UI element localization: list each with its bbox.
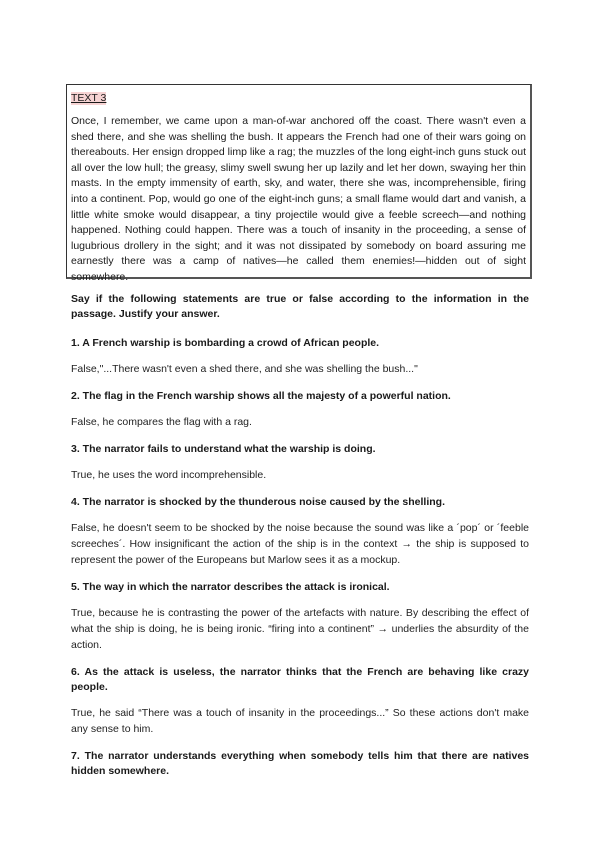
- question-statement: 2. The flag in the French warship shows all the majesty of a powerful nation.: [71, 390, 451, 402]
- question-answer: True, he uses the word incomprehensible.: [71, 469, 267, 481]
- text-passage-box: [66, 84, 532, 283]
- question-statement: 7. The narrator understands everything when somebody tells him that there are natives hidden somewhere.: [71, 750, 529, 777]
- question-statement: 5. The way in which the narrator describes the attack is ironical.: [71, 581, 390, 593]
- passage-title: TEXT 3: [71, 92, 107, 104]
- question-answer: False, he doesn't seem to be shocked by the noise because the sound was like a ´pop´ or ´feeble screeches´. How insignificant the action of the ship is in the context → the ship is supposed to represent the power of the Europeans but Marlow sees it as a mockup.: [71, 522, 529, 566]
- question-answer: True, because he is contrasting the power of the artefacts with nature. By describing the effect of what the ship is doing, he is being ironic. “firing into a continent” → underlies the absurdity of the action.: [71, 607, 529, 651]
- exercise-section: [71, 292, 529, 789]
- question-answer: False, he compares the flag with a rag.: [71, 416, 252, 428]
- passage-text: Once, I remember, we came upon a man-of-war anchored off the coast. There wasn't even a shed there, and she was shelling the bush. It appears the French had one of their wars going on thereabouts. Her ensign dropped limp like a rag; the muzzles of the long eight-inch guns stuck out all over the low hull; the greasy, slimy swell swung her up lazily and let her down, swaying her thin masts. In the empty immensity of earth, sky, and water, there she was, incomprehensible, firing into a continent. Pop, would go one of the eight-inch guns; a small flame would dart and vanish, a little white smoke would disappear, a tiny projectile would give a feeble screech—and nothing happened. Nothing could happen. There was a touch of insanity in the proceeding, a sense of lugubrious drollery in the sight; and it was not dissipated by somebody on board assuring me earnestly there was a camp of natives—he called them enemies!—hidden out of sight somewhere.: [71, 115, 526, 283]
- question-answer: False,"...There wasn't even a shed there, and she was shelling the bush...": [71, 363, 418, 375]
- question-statement: 3. The narrator fails to understand what the warship is doing.: [71, 443, 376, 455]
- question-statement: 6. As the attack is useless, the narrator thinks that the French are behaving like crazy people.: [71, 666, 529, 693]
- question-answer: True, he said “There was a touch of insanity in the proceedings...” So these actions don't make any sense to him.: [71, 707, 529, 735]
- instructions: Say if the following statements are true or false according to the information in the passage. Justify your answer.: [71, 293, 529, 320]
- question-statement: 4. The narrator is shocked by the thunderous noise caused by the shelling.: [71, 496, 446, 508]
- question-statement: 1. A French warship is bombarding a crowd of African people.: [71, 337, 380, 349]
